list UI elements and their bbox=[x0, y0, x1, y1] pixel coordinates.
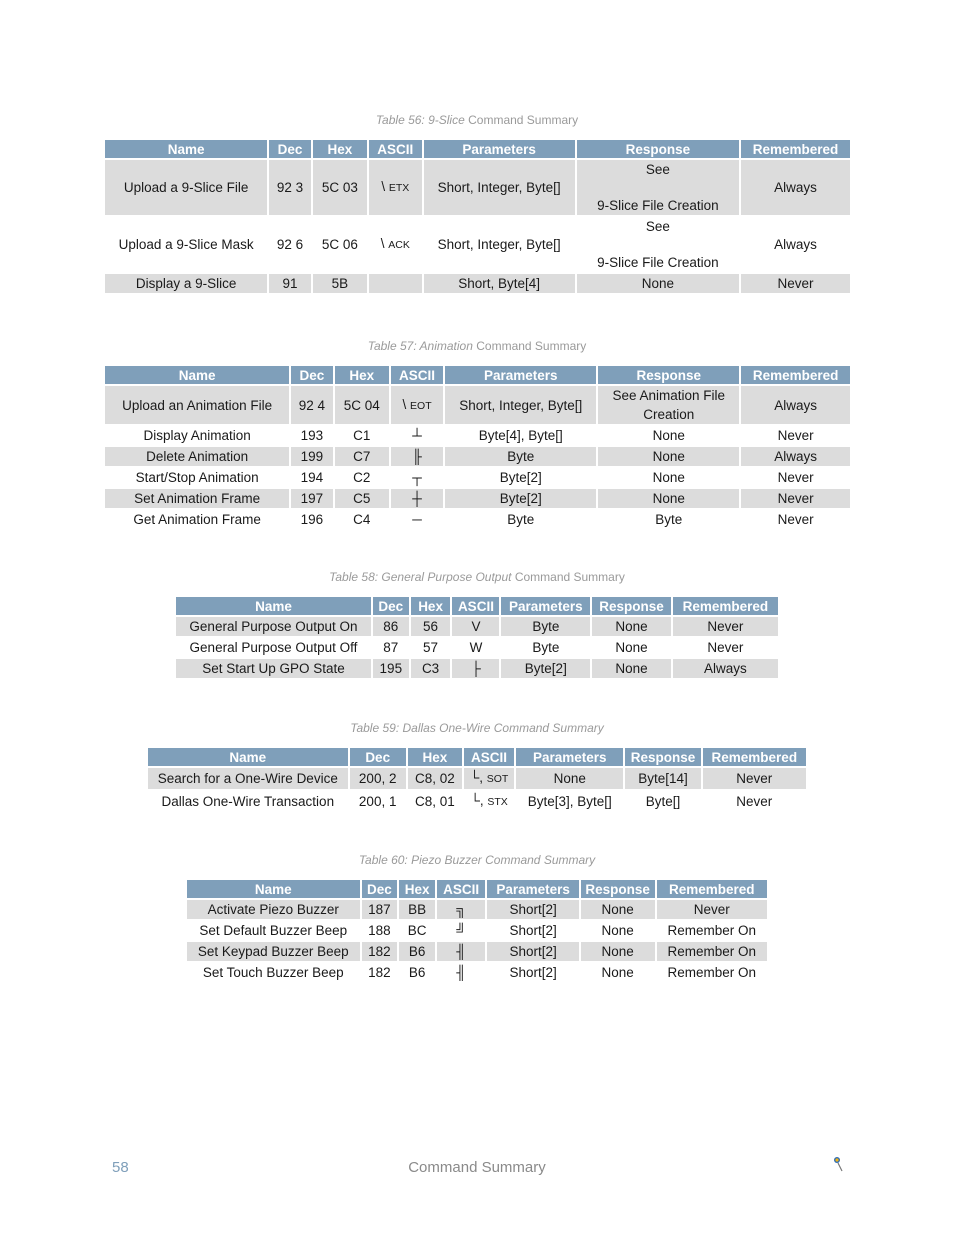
remembered: Always bbox=[741, 217, 850, 274]
table-row bbox=[105, 217, 850, 274]
ascii-char: └, bbox=[469, 770, 483, 785]
table-gpo bbox=[174, 597, 780, 680]
caption-italic: Table 57: Animation bbox=[367, 339, 473, 353]
column-header: Remembered bbox=[741, 140, 850, 160]
command-name: Get Animation Frame bbox=[105, 510, 289, 531]
column-header: Dec bbox=[373, 597, 409, 617]
table-row bbox=[187, 963, 767, 984]
ascii-value bbox=[369, 160, 421, 217]
dec-value: 87 bbox=[373, 638, 409, 659]
column-header: Hex bbox=[399, 880, 435, 900]
parameters: Short[2] bbox=[487, 900, 579, 921]
table-row bbox=[187, 942, 767, 963]
parameters: Short[2] bbox=[487, 963, 579, 984]
parameters: Short, Integer, Byte[] bbox=[424, 160, 575, 217]
column-header: ASCII bbox=[464, 748, 514, 768]
column-header: Hex bbox=[313, 140, 367, 160]
table-row bbox=[105, 447, 850, 468]
table-row bbox=[105, 489, 850, 510]
remembered: Always bbox=[741, 386, 850, 426]
remembered: Always bbox=[741, 447, 850, 468]
response-spacer bbox=[579, 179, 737, 196]
column-header: Parameters bbox=[487, 880, 579, 900]
dec-value: 188 bbox=[362, 921, 398, 942]
column-header: ASCII bbox=[437, 880, 485, 900]
column-header: Remembered bbox=[657, 880, 768, 900]
response-line: Creation bbox=[643, 407, 695, 422]
response-line: See bbox=[645, 162, 670, 177]
dec-value: 86 bbox=[373, 617, 409, 638]
ascii-value bbox=[437, 900, 485, 921]
parameters: Byte bbox=[501, 638, 590, 659]
response-line: None bbox=[652, 449, 685, 464]
hex-value: C2 bbox=[335, 468, 389, 489]
response bbox=[598, 510, 739, 531]
ascii-char: ┴ bbox=[412, 428, 422, 443]
response-line: None bbox=[641, 276, 675, 291]
table-animation bbox=[103, 366, 852, 531]
parameters: None bbox=[516, 768, 623, 791]
remembered: Never bbox=[657, 900, 768, 921]
column-header: Name bbox=[187, 880, 360, 900]
remembered: Never bbox=[673, 617, 778, 638]
dec-value: 196 bbox=[291, 510, 332, 531]
caption-italic: Table 56: 9-Slice bbox=[375, 113, 465, 127]
table-row bbox=[105, 386, 850, 426]
column-header: Name bbox=[105, 366, 289, 386]
ascii-value bbox=[464, 791, 514, 814]
hex-value: C7 bbox=[335, 447, 389, 468]
dec-value: 91 bbox=[269, 274, 310, 295]
hex-value: C8, 01 bbox=[408, 791, 462, 814]
response-line: See bbox=[645, 219, 670, 234]
ascii-control-name: ACK bbox=[388, 239, 410, 251]
column-header: Name bbox=[105, 140, 267, 160]
column-header: ASCII bbox=[369, 140, 421, 160]
hex-value: C1 bbox=[335, 426, 389, 447]
dec-value: 200, 2 bbox=[350, 768, 406, 791]
response-line: None bbox=[652, 470, 685, 485]
parameters: Byte bbox=[501, 617, 590, 638]
ascii-value bbox=[437, 921, 485, 942]
command-name: General Purpose Output On bbox=[176, 617, 371, 638]
ascii-char: └, bbox=[470, 793, 484, 808]
ascii-char: \ bbox=[380, 236, 385, 251]
logo-icon bbox=[832, 1156, 846, 1174]
response-spacer bbox=[579, 236, 737, 253]
command-name: Set Animation Frame bbox=[105, 489, 289, 510]
ascii-value bbox=[437, 942, 485, 963]
column-header: Dec bbox=[350, 748, 406, 768]
remembered: Never bbox=[741, 274, 850, 295]
ascii-value bbox=[369, 274, 421, 295]
remembered: Always bbox=[673, 659, 778, 680]
remembered: Never bbox=[741, 468, 850, 489]
column-header: Dec bbox=[291, 366, 332, 386]
table-piezo bbox=[185, 880, 769, 984]
ascii-value bbox=[452, 659, 499, 680]
response-line: None bbox=[615, 640, 648, 655]
hex-value: 5B bbox=[313, 274, 367, 295]
ascii-value bbox=[391, 386, 443, 426]
column-header: Name bbox=[176, 597, 371, 617]
table-row bbox=[176, 659, 778, 680]
response bbox=[625, 768, 700, 791]
table-row bbox=[187, 921, 767, 942]
command-name: Delete Animation bbox=[105, 447, 289, 468]
ascii-char: ╢ bbox=[456, 965, 466, 980]
response bbox=[625, 791, 700, 814]
column-header: Remembered bbox=[741, 366, 850, 386]
parameters: Short[2] bbox=[487, 942, 579, 963]
column-header: Remembered bbox=[673, 597, 778, 617]
ascii-value bbox=[464, 768, 514, 791]
response bbox=[577, 274, 739, 295]
table-58-caption bbox=[0, 570, 954, 584]
command-name: Display Animation bbox=[105, 426, 289, 447]
dec-value: 92 3 bbox=[269, 160, 310, 217]
ascii-char: \ bbox=[381, 179, 386, 194]
caption-italic: Table 60: Piezo Buzzer Command Summary bbox=[358, 853, 596, 867]
column-header: Response bbox=[592, 597, 671, 617]
remembered: Remember On bbox=[657, 942, 768, 963]
response bbox=[577, 160, 739, 217]
ascii-control-name: ETX bbox=[388, 182, 410, 194]
hex-value: 56 bbox=[411, 617, 451, 638]
remembered: Never bbox=[673, 638, 778, 659]
response-line: None bbox=[601, 965, 634, 980]
ascii-control-name: SOT bbox=[486, 773, 509, 785]
hex-value: 5C 04 bbox=[335, 386, 389, 426]
parameters: Short[2] bbox=[487, 921, 579, 942]
caption-rest: Command Summary bbox=[464, 113, 579, 127]
table-57-caption bbox=[0, 339, 954, 353]
response bbox=[598, 468, 739, 489]
ascii-char: ─ bbox=[412, 512, 422, 527]
parameters: Byte[4], Byte[] bbox=[445, 426, 596, 447]
response bbox=[598, 447, 739, 468]
parameters: Byte bbox=[445, 447, 596, 468]
table-one-wire bbox=[146, 748, 808, 814]
ascii-value bbox=[369, 217, 421, 274]
remembered: Never bbox=[741, 510, 850, 531]
response bbox=[592, 617, 671, 638]
ascii-char: ├ bbox=[471, 661, 481, 676]
column-header: Parameters bbox=[424, 140, 575, 160]
table-9-slice bbox=[103, 140, 852, 295]
ascii-char: ┼ bbox=[412, 491, 422, 506]
ascii-char: ╝ bbox=[456, 923, 466, 938]
column-header: Parameters bbox=[501, 597, 590, 617]
table-row bbox=[105, 426, 850, 447]
ascii-value bbox=[391, 447, 443, 468]
column-header: Remembered bbox=[703, 748, 806, 768]
column-header: Dec bbox=[269, 140, 310, 160]
parameters: Byte[2] bbox=[445, 489, 596, 510]
caption-italic: Table 59: Dallas One-Wire Command Summary bbox=[350, 721, 604, 735]
parameters: Byte[2] bbox=[445, 468, 596, 489]
footer-title: Command Summary bbox=[408, 1159, 546, 1176]
hex-value: B6 bbox=[399, 942, 435, 963]
response bbox=[581, 963, 655, 984]
response bbox=[581, 900, 655, 921]
response-line: See Animation File bbox=[612, 388, 725, 403]
response bbox=[581, 921, 655, 942]
table-56-caption bbox=[0, 113, 954, 127]
table-row bbox=[148, 768, 806, 791]
ascii-value bbox=[437, 963, 485, 984]
parameters: Byte[2] bbox=[501, 659, 590, 680]
command-name: Upload a 9-Slice File bbox=[105, 160, 267, 217]
response-line: None bbox=[652, 428, 685, 443]
response bbox=[592, 659, 671, 680]
parameters: Short, Integer, Byte[] bbox=[424, 217, 575, 274]
hex-value: BB bbox=[399, 900, 435, 921]
column-header: Response bbox=[625, 748, 700, 768]
column-header: Response bbox=[577, 140, 739, 160]
dec-value: 182 bbox=[362, 942, 398, 963]
column-header: Response bbox=[581, 880, 655, 900]
command-name: General Purpose Output Off bbox=[176, 638, 371, 659]
remembered: Never bbox=[703, 791, 806, 814]
table-row bbox=[105, 468, 850, 489]
table-row bbox=[148, 791, 806, 814]
command-name: Upload a 9-Slice Mask bbox=[105, 217, 267, 274]
table-row bbox=[105, 510, 850, 531]
page-number: 58 bbox=[112, 1159, 129, 1176]
hex-value: C5 bbox=[335, 489, 389, 510]
ascii-value bbox=[452, 638, 499, 659]
response-line: None bbox=[601, 923, 634, 938]
command-name: Start/Stop Animation bbox=[105, 468, 289, 489]
table-row bbox=[105, 274, 850, 295]
response bbox=[577, 217, 739, 274]
ascii-char: \ bbox=[402, 396, 407, 412]
dec-value: 92 4 bbox=[291, 386, 332, 426]
hex-value: 5C 06 bbox=[313, 217, 367, 274]
command-name: Activate Piezo Buzzer bbox=[187, 900, 360, 921]
column-header: Dec bbox=[362, 880, 398, 900]
column-header: Hex bbox=[411, 597, 451, 617]
column-header: Parameters bbox=[445, 366, 596, 386]
ascii-char: ╗ bbox=[456, 902, 466, 917]
response-line: None bbox=[601, 944, 634, 959]
command-name: Set Touch Buzzer Beep bbox=[187, 963, 360, 984]
dec-value: 187 bbox=[362, 900, 398, 921]
dec-value: 194 bbox=[291, 468, 332, 489]
ascii-value bbox=[391, 510, 443, 531]
command-name: Upload an Animation File bbox=[105, 386, 289, 426]
dec-value: 197 bbox=[291, 489, 332, 510]
ascii-char: ┬ bbox=[412, 470, 422, 485]
response-line: Byte[14] bbox=[638, 771, 688, 786]
ascii-value bbox=[391, 468, 443, 489]
response bbox=[598, 386, 739, 426]
command-name: Search for a One-Wire Device bbox=[148, 768, 348, 791]
hex-value: C4 bbox=[335, 510, 389, 531]
command-name: Set Keypad Buzzer Beep bbox=[187, 942, 360, 963]
caption-rest: Command Summary bbox=[472, 339, 587, 353]
ascii-control-name: EOT bbox=[410, 399, 432, 412]
column-header: ASCII bbox=[391, 366, 443, 386]
ascii-char: W bbox=[469, 640, 483, 655]
response-line: None bbox=[615, 661, 648, 676]
ascii-char: ╢ bbox=[456, 944, 466, 959]
response-line: Byte bbox=[655, 512, 683, 527]
column-header: ASCII bbox=[452, 597, 499, 617]
parameters: Byte[3], Byte[] bbox=[516, 791, 623, 814]
command-name: Display a 9-Slice bbox=[105, 274, 267, 295]
table-row bbox=[187, 900, 767, 921]
hex-value: BC bbox=[399, 921, 435, 942]
command-name: Dallas One-Wire Transaction bbox=[148, 791, 348, 814]
column-header: Name bbox=[148, 748, 348, 768]
column-header: Hex bbox=[335, 366, 389, 386]
table-row bbox=[105, 160, 850, 217]
column-header: Parameters bbox=[516, 748, 623, 768]
dec-value: 199 bbox=[291, 447, 332, 468]
table-row bbox=[176, 617, 778, 638]
response-line: 9-Slice File Creation bbox=[597, 198, 719, 213]
column-header: Hex bbox=[408, 748, 462, 768]
remembered: Remember On bbox=[657, 963, 768, 984]
response-line: None bbox=[615, 619, 648, 634]
response bbox=[598, 489, 739, 510]
response bbox=[581, 942, 655, 963]
ascii-value bbox=[452, 617, 499, 638]
remembered: Never bbox=[741, 426, 850, 447]
column-header: Response bbox=[598, 366, 739, 386]
response-line: 9-Slice File Creation bbox=[597, 255, 719, 270]
ascii-char: ╟ bbox=[412, 449, 422, 464]
table-row bbox=[176, 638, 778, 659]
ascii-control-name: STX bbox=[487, 796, 508, 808]
hex-value: 5C 03 bbox=[313, 160, 367, 217]
ascii-value bbox=[391, 489, 443, 510]
parameters: Short, Integer, Byte[] bbox=[445, 386, 596, 426]
ascii-char: V bbox=[471, 619, 481, 634]
hex-value: 57 bbox=[411, 638, 451, 659]
remembered: Never bbox=[703, 768, 806, 791]
dec-value: 182 bbox=[362, 963, 398, 984]
dec-value: 92 6 bbox=[269, 217, 310, 274]
response-line: Byte[] bbox=[645, 794, 681, 809]
caption-rest: Command Summary bbox=[511, 570, 625, 584]
command-name: Set Default Buzzer Beep bbox=[187, 921, 360, 942]
response-line: None bbox=[601, 902, 634, 917]
remembered: Remember On bbox=[657, 921, 768, 942]
parameters: Byte bbox=[445, 510, 596, 531]
caption-italic: Table 58: General Purpose Output bbox=[329, 570, 512, 584]
hex-value: B6 bbox=[399, 963, 435, 984]
command-name: Set Start Up GPO State bbox=[176, 659, 371, 680]
response bbox=[598, 426, 739, 447]
response bbox=[592, 638, 671, 659]
remembered: Never bbox=[741, 489, 850, 510]
dec-value: 195 bbox=[373, 659, 409, 680]
response-line: None bbox=[652, 491, 685, 506]
hex-value: C3 bbox=[411, 659, 451, 680]
dec-value: 193 bbox=[291, 426, 332, 447]
parameters: Short, Byte[4] bbox=[424, 274, 575, 295]
hex-value: C8, 02 bbox=[408, 768, 462, 791]
table-60-caption bbox=[0, 853, 954, 867]
remembered: Always bbox=[741, 160, 850, 217]
ascii-value bbox=[391, 426, 443, 447]
table-59-caption bbox=[0, 721, 954, 735]
dec-value: 200, 1 bbox=[350, 791, 406, 814]
